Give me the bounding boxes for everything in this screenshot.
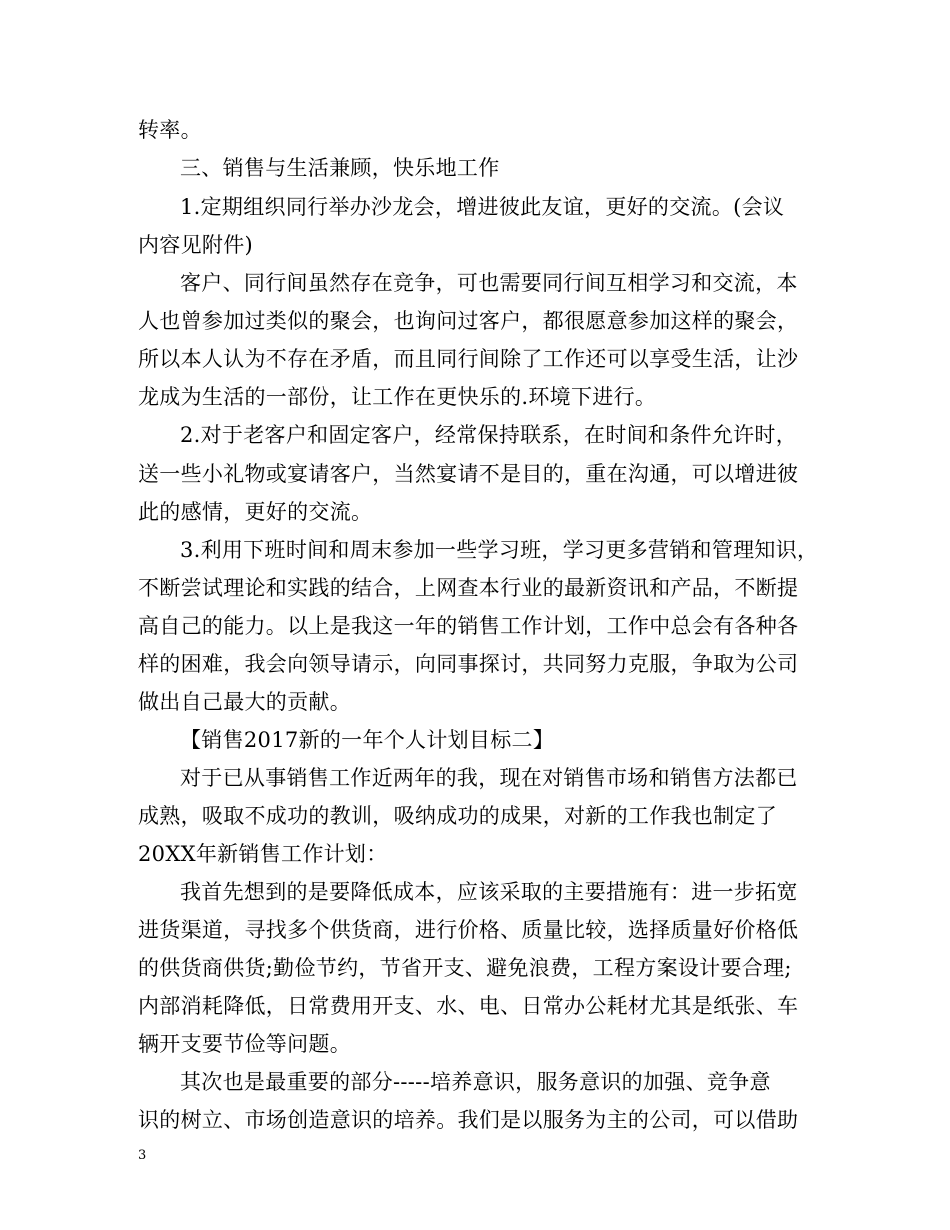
text-line: 转率。 (138, 118, 202, 142)
text-line: 龙成为生活的一部份，让工作在更快乐的.环境下进行。 (138, 385, 657, 409)
text-line: 人也曾参加过类似的聚会，也询问过客户，都很愿意参加这样的聚会， (138, 309, 799, 333)
text-line: 内部消耗降低，日常费用开支、水、电、日常办公耗材尤其是纸张、车 (138, 994, 799, 1018)
text-line: 的供货商供货;勤俭节约，节省开支、避免浪费，工程方案设计要合理; (138, 956, 792, 980)
text-line: 高自己的能力。以上是我这一年的销售工作计划，工作中总会有各种各 (138, 614, 799, 638)
text-line: 对于已从事销售工作近两年的我，现在对销售市场和销售方法都已 (180, 766, 798, 790)
section-heading: 三、销售与生活兼顾，快乐地工作 (180, 156, 500, 180)
text-line: 进货渠道，寻找多个供货商，进行价格、质量比较，选择质量好价格低 (138, 918, 799, 942)
text-line: 不断尝试理论和实践的结合，上网查本行业的最新资讯和产品，不断提 (138, 576, 799, 600)
text-line: 所以本人认为不存在矛盾，而且同行间除了工作还可以享受生活，让沙 (138, 347, 799, 371)
text-line: 内容见附件) (138, 233, 253, 257)
text-line: 我首先想到的是要降低成本，应该采取的主要措施有：进一步拓宽 (180, 880, 798, 904)
text-line: 1.定期组织同行举办沙龙会，增进彼此友谊，更好的交流。(会议 (180, 195, 785, 219)
text-line: 识的树立、市场创造意识的培养。我们是以服务为主的公司，可以借助 (138, 1108, 799, 1132)
text-line: 3.利用下班时间和周末参加一些学习班，学习更多营销和管理知识， (180, 538, 819, 562)
text-line: 其次也是最重要的部分-----培养意识，服务意识的加强、竞争意 (180, 1070, 771, 1094)
text-line: 做出自己最大的贡献。 (138, 690, 351, 714)
page-number: 3 (138, 1148, 147, 1163)
text-line: 样的困难，我会向领导请示，向同事探讨，共同努力克服，争取为公司 (138, 652, 799, 676)
text-line: 此的感情，更好的交流。 (138, 500, 373, 524)
section-heading: 【销售2017新的一年个人计划目标二】 (180, 728, 555, 752)
text-line: 送一些小礼物或宴请客户，当然宴请不是目的，重在沟通，可以增进彼 (138, 462, 799, 486)
text-line: 客户、同行间虽然存在竞争，可也需要同行间互相学习和交流，本 (180, 271, 798, 295)
text-line: 成熟，吸取不成功的教训，吸纳成功的成果，对新的工作我也制定了 (138, 804, 777, 828)
text-line: 2.对于老客户和固定客户，经常保持联系，在时间和条件允许时， (180, 423, 798, 447)
text-line: 辆开支要节俭等问题。 (138, 1032, 351, 1056)
text-line: 20XX年新销售工作计划： (138, 842, 388, 866)
